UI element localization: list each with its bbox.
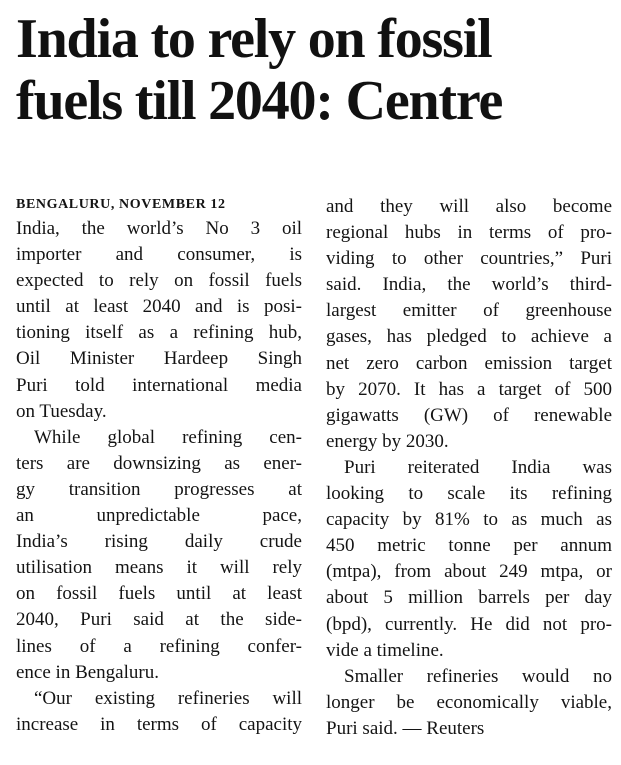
body-line: “Our existing refineries will	[34, 687, 302, 709]
body-line: gases, has pledged to achieve a	[326, 326, 612, 348]
body-line: regional hubs in terms of pro-	[326, 222, 612, 244]
body-line: about 5 million barrels per day	[326, 587, 612, 609]
body-line: looking to scale its refining	[326, 483, 612, 505]
body-line: an unpredictable pace,	[16, 505, 302, 527]
column-right	[326, 194, 612, 742]
body-line: longer be economically viable,	[326, 691, 612, 713]
article-body	[16, 194, 612, 742]
body-line: viding to other countries,” Puri	[326, 248, 612, 270]
body-line: importer and consumer, is	[16, 244, 302, 266]
body-line: lines of a refining confer-	[16, 635, 302, 657]
body-line: (bpd), currently. He did not pro-	[326, 613, 612, 635]
body-line: net zero carbon emission target	[326, 352, 612, 374]
body-line: Puri told international media	[16, 374, 302, 396]
body-line: capacity by 81% to as much as	[326, 509, 612, 531]
body-line: While global refining cen-	[34, 426, 302, 448]
body-line: and they will also become	[326, 196, 612, 217]
body-line: energy by 2030.	[326, 430, 449, 452]
body-line: gigawatts (GW) of renewable	[326, 404, 612, 426]
body-line: ence in Bengaluru.	[16, 661, 159, 683]
body-line: vide a timeline.	[326, 639, 444, 661]
body-line: largest emitter of greenhouse	[326, 300, 612, 322]
body-line: expected to rely on fossil fuels	[16, 270, 302, 292]
body-line: until at least 2040 and is posi-	[16, 296, 302, 318]
body-line: by 2070. It has a target of 500	[326, 378, 612, 400]
body-line: on fossil fuels until at least	[16, 583, 302, 605]
body-line: Smaller refineries would no	[344, 665, 612, 687]
body-line: gy transition progresses at	[16, 478, 302, 500]
body-line: (mtpa), from about 249 mtpa, or	[326, 561, 612, 583]
body-line: utilisation means it will rely	[16, 557, 302, 579]
column-left	[16, 194, 302, 742]
body-line: on Tuesday.	[16, 400, 107, 422]
body-line: tioning itself as a refining hub,	[16, 322, 302, 344]
body-line: Oil Minister Hardeep Singh	[16, 348, 302, 370]
body-line: 2040, Puri said at the side-	[16, 609, 302, 631]
body-line: India, the world’s No 3 oil	[16, 218, 302, 239]
body-line: ters are downsizing as ener-	[16, 452, 302, 474]
headline	[16, 8, 611, 132]
body-line: increase in terms of capacity	[16, 713, 302, 735]
dateline: BENGALURU, NOVEMBER 12	[16, 197, 226, 212]
headline-line: fuels till 2040: Centre	[16, 70, 503, 132]
body-line: 450 metric tonne per annum	[326, 535, 612, 557]
body-line: Puri said. — Reuters	[326, 717, 485, 739]
body-line: Puri reiterated India was	[344, 456, 612, 478]
headline-line: India to rely on fossil	[16, 8, 492, 70]
body-line: said. India, the world’s third-	[326, 274, 612, 296]
body-line: India’s rising daily crude	[16, 531, 302, 553]
